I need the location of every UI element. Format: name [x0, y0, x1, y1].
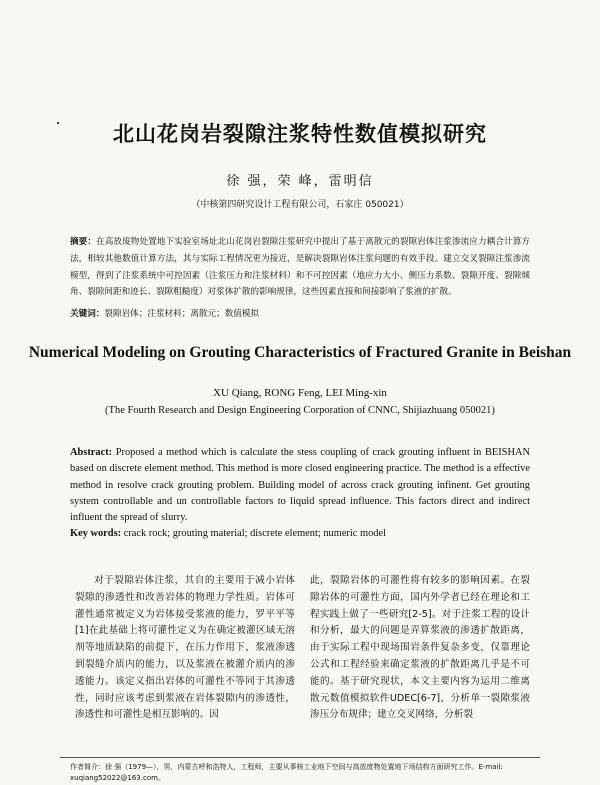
body-right-column: 此，裂隙岩体的可灌性将有较多的影响因素。在裂隙岩体的可灌性方面，国内外学者已经在理论和工程实践上做了一些研究[2-5]。对于注浆工程的设计和分析，最大的问题是弄算浆液的渗透扩散距离，由于实际工程中现场围岩条件复杂多变，仅靠理论公式和工程经验来确定浆液的扩散距离几乎是不可能的。基于研究现状，本文主要内容为运用二维离散元数值模拟软件UDEC[6-7]，分析单一裂隙浆液渗压分布规律；建立交叉网络，分析裂: [310, 575, 530, 721]
chinese-abstract-label: 摘要：: [70, 237, 97, 247]
chinese-title: 北山花岗岩裂隙注浆特性数值模拟研究: [113, 121, 487, 146]
english-title: Numerical Modeling on Grouting Characteristics of Fractured Granite in Beishan: [28, 344, 572, 361]
author-footnote: 作者简介：徐 强（1979—），男，内蒙古呼和浩特人，工程师，主要从事核工业地下空间与高放废物处置地下场结构方面研究工作。E-mail: xuqiang52022@163.com。: [70, 763, 503, 782]
chinese-abstract: [70, 234, 530, 301]
english-keywords: [70, 528, 530, 539]
body-left-column: 对于裂隙岩体注浆，其自的主要用于减小岩体裂隙的渗透性和改善岩体的物理力学性质。岩体可灌性通常被定义为岩体接受浆液的能力，罗平平等[1]在此基础上将可灌性定义为在确定被灌区域无溶剂等地质缺陷的前提下，在压力作用下，浆液渗透到裂缝介质内的能力，以及浆液在被灌介质内的渗透能力。该定义指出岩体的可灌性不等同于其渗透性，同时应该考虑到浆液在岩体裂隙内的渗透性，渗透性和可灌性是相互影响的。因: [75, 575, 295, 721]
english-affiliation: (The Fourth Research and Design Engineering Corporation of CNNC, Shijiazhuang 050021): [105, 405, 495, 416]
chinese-authors: 徐 强，荣 峰，雷明信: [226, 174, 374, 189]
chinese-affiliation: （中核第四研究设计工程有限公司，石家庄 050021）: [191, 200, 409, 210]
chinese-keywords: [70, 307, 530, 319]
english-abstract-text: Proposed a method which is calculate the stess coupling of crack grouting influent in BEISHAN based on discrete element method. This method is more closed engineering practice. The method is a effective method in resolve crack grouting problem. Building model of across crack grouting infinent. Get grouting system controllable and un controllable factors to liquid spread influence. This factors direct and indirect influent the spread of slurry.: [70, 447, 530, 524]
chinese-keywords-text: 裂隙岩体；注浆材料；离散元；数值模拟: [104, 309, 260, 319]
chinese-keywords-label: 关键词：: [70, 309, 105, 319]
chinese-abstract-text: 在高放废物处置地下实验室场址北山花岗岩裂隙注浆研究中提出了基于离散元的裂隙岩体注浆渗流应力耦合计算方法，相较其他数值计算方法，其与实际工程情况更为接近，是解决裂隙岩体注浆问题的有效手段。建立交叉裂隙注浆渗流模型，得到了注浆系统中可控因素（注浆压力和注浆材料）和不可控因素（地应力大小、侧压力系数、裂隙开度、裂隙倾角、裂隙间距和迹长、裂隙粗糙度）对浆体扩散的影响规律，这些因素直接和间接影响了浆液的扩散。: [70, 237, 530, 298]
footnote-divider: [60, 757, 540, 758]
english-keywords-label: Key words:: [70, 528, 122, 539]
english-abstract: [70, 445, 530, 526]
english-authors: XU Qiang, RONG Feng, LEI Ming-xin: [213, 387, 387, 399]
english-abstract-label: Abstract:: [70, 447, 113, 458]
english-keywords-text: crack rock; grouting material; discrete element; numeric model: [123, 528, 386, 539]
